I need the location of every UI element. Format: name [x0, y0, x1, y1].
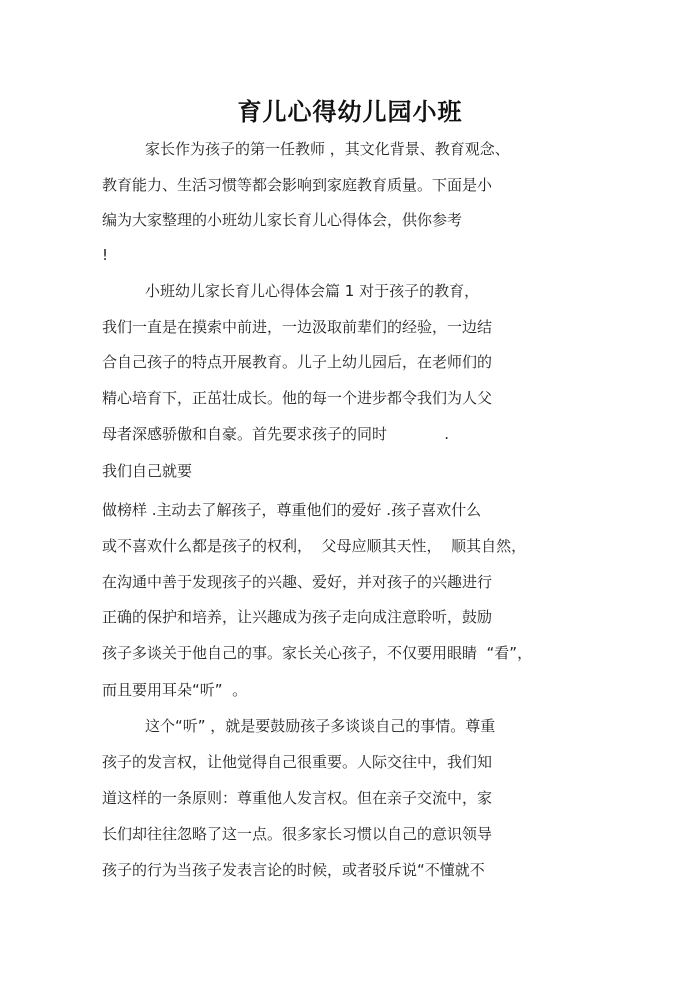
body-line-14: 正确的保护和培养，让兴趣成为孩子走向成注意聆听，鼓励 — [102, 608, 493, 626]
body-line-16: 而且要用耳朵“听” 。 — [102, 681, 248, 699]
body-line-21: 孩子的行为当孩子发表言论的时候，或者驳斥说“不懂就不 — [102, 861, 485, 879]
document-title: 育儿心得幼儿园小班 — [237, 98, 463, 126]
body-line-2: 教育能力、生活习惯等都会影响到家庭教育质量。下面是小 — [102, 176, 493, 194]
body-line-5: 小班幼儿家长育儿心得体会篇 1 对于孩子的教育， — [145, 282, 480, 300]
body-line-9: 母者深感骄傲和自豪。首先要求孩子的同时 . — [102, 425, 449, 443]
body-line-17: 这个“听” ，就是要鼓励孩子多谈谈自己的事情。尊重 — [145, 717, 496, 735]
body-line-13: 在沟通中善于发现孩子的兴趣、爱好，并对孩子的兴趣进行 — [102, 573, 493, 591]
body-line-1: 家长作为孩子的第一任教师 ，其文化背景、教育观念、 — [145, 140, 510, 158]
body-line-8: 精心培育下，正茁壮成长。他的每一个进步都令我们为人父 — [102, 389, 493, 407]
body-line-10: 我们自己就要 — [102, 462, 193, 480]
body-line-6: 我们一直是在摸索中前进，一边汲取前辈们的经验，一边结 — [102, 318, 493, 336]
body-line-7: 合自己孩子的特点开展教育。儿子上幼儿园后，在老师们的 — [102, 353, 493, 371]
body-line-15: 孩子多谈关于他自己的事。家长关心孩子，不仅要用眼睛 “看”， — [102, 644, 533, 662]
body-line-18: 孩子的发言权，让他觉得自己很重要。人际交往中，我们知 — [102, 753, 493, 771]
body-line-3: 编为大家整理的小班幼儿家长育儿心得体会，供你参考 — [102, 211, 463, 229]
body-line-11: 做榜样 .主动去了解孩子，尊重他们的爱好 .孩子喜欢什么 — [102, 501, 482, 519]
body-line-12: 或不喜欢什么都是孩子的权利， 父母应顺其天性， 顺其自然， — [102, 537, 527, 555]
body-line-19: 道这样的一条原则：尊重他人发言权。但在亲子交流中，家 — [102, 789, 493, 807]
body-line-4: ! — [102, 246, 109, 264]
body-line-20: 长们却往往忽略了这一点。很多家长习惯以自己的意识领导 — [102, 825, 493, 843]
